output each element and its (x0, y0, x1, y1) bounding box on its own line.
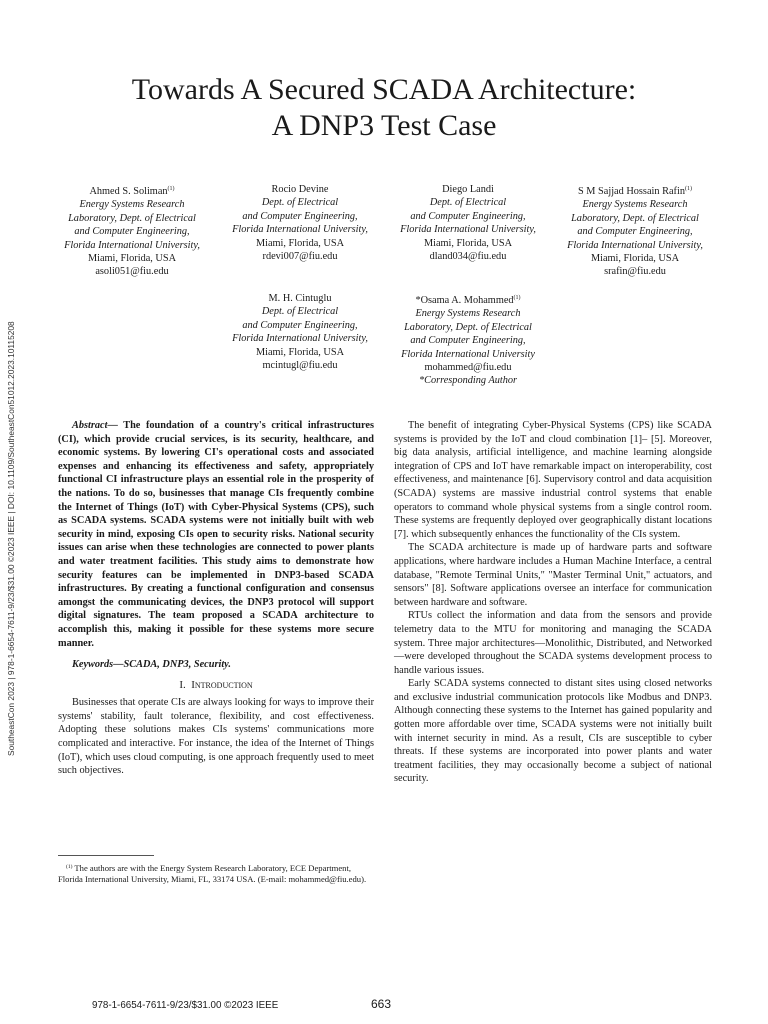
author-block (383, 183, 553, 263)
author-location: Miami, Florida, USA (590, 253, 680, 265)
paper-title (0, 72, 768, 144)
author-aff: Energy Systems Research (79, 199, 185, 211)
author-email: mcintugl@fiu.edu (262, 360, 338, 372)
author-aff: and Computer Engineering, (242, 210, 358, 222)
author-aff: Laboratory, Dept. of Electrical (68, 212, 196, 224)
side-doi-text: SoutheastCon 2023 | 978-1-6654-7611-9/23/$31.00 ©2023 IEEE | DOI: 10.1109/SoutheastCon51012.2023.10115208 (6, 321, 16, 756)
author-aff: and Computer Engineering, (74, 226, 190, 238)
author-aff: Dept. of Electrical (261, 197, 339, 209)
title-line-2: A DNP3 Test Case (271, 109, 497, 142)
footer-copyright: 978-1-6654-7611-9/23/$31.00 ©2023 IEEE (92, 1000, 279, 1011)
author-email: rdevi007@fiu.edu (262, 251, 338, 263)
author-aff: Florida International University, (232, 333, 368, 345)
author-name: *Osama A. Mohammed (415, 295, 514, 306)
body-paragraph: Early SCADA systems connected to distant sites using closed networks and exclusive industrial communication protocols like Modbus and DNP3. Although connecting these systems to the Internet has gained popularity and gotten more affordable over time, SCADA systems were not initially built with internet security in mind. As a result, CIs are susceptible to cyber threats. If these systems are incorporated into power plants and water treatment facilities, they may occasionally become a subject of national security. (394, 678, 712, 785)
footnote-rule (58, 855, 154, 856)
author-block (383, 292, 553, 388)
author-aff: Energy Systems Research (582, 199, 688, 211)
title-line-1: Towards A Secured SCADA Architecture: (131, 73, 637, 106)
author-mark: (1) (684, 186, 692, 192)
author-aff: Florida International University, (64, 239, 200, 251)
author-aff: Dept. of Electrical (429, 197, 507, 209)
author-location: Miami, Florida, USA (87, 253, 177, 265)
abstract-body: — The foundation of a country's critical infrastructures (CI), which provide crucial services, is its security, healthcare, and economic systems. By lowering CI's operational costs and associated expenses and enhancing its effectiveness and safety, appropriately functional CI infrastructure plays an essential role in the prosperity of the nations. To do so, businesses that manage CIs frequently combine the Internet of Things (IoT) with Cyber-Physical Systems (CPS), such as SCADA systems. SCADA systems were not initially built with web security in mind, exposing CIs open to security risks. National security issues can arise when these technologies are connected to power plants and water treatment facilities. This study aims to demonstrate how security features can be implemented in DNP3-based SCADA infrastructures. By creating a functional configuration and consensus amongst the communicating devices, the DNP3 protocol will support digital signatures. The team proposed a SCADA architecture to accomplish this, making it possible for these systems more secure manner. (58, 420, 374, 649)
section-number: I. (179, 678, 186, 691)
author-location: Miami, Florida, USA (423, 237, 513, 249)
footnote-mark: (1) (66, 864, 73, 870)
author-name: M. H. Cintuglu (268, 293, 332, 304)
footnote (58, 862, 368, 885)
author-location: Miami, Florida, USA (255, 237, 345, 249)
author-email: dland034@fiu.edu (429, 251, 507, 263)
author-block (47, 183, 217, 279)
author-aff: Energy Systems Research (415, 308, 521, 320)
author-name: Rocio Devine (271, 184, 329, 195)
abstract-lead: Abstract (72, 420, 108, 431)
author-block (215, 183, 385, 263)
author-name: Ahmed S. Soliman (89, 186, 168, 197)
author-name: Diego Landi (442, 184, 494, 195)
author-email: asoli051@fiu.edu (95, 266, 169, 278)
abstract (58, 419, 374, 650)
intro-paragraph: Businesses that operate CIs are always looking for ways to improve their systems' stability, fault tolerance, flexibility, and cost effectiveness. Adopting these solutions makes CIs systems' communications more complicated and interactive. For instance, the idea of the Internet of Things (IoT), which uses cloud computing, is one approach frequently used to meet such objectives. (58, 697, 374, 777)
keywords: Keywords—SCADA, DNP3, Security. (72, 659, 231, 671)
corresponding-note: *Corresponding Author (418, 375, 518, 387)
right-column (394, 419, 712, 786)
author-aff: and Computer Engineering, (410, 210, 526, 222)
author-aff: Florida International University (401, 348, 535, 360)
author-email: mohammed@fiu.edu (424, 362, 512, 374)
page-number: 663 (371, 997, 392, 1011)
author-email: srafin@fiu.edu (604, 266, 666, 278)
side-doi-banner (5, 266, 19, 756)
body-paragraph: RTUs collect the information and data from the sensors and provide telemetry data to the MTU for monitoring and managing the SCADA system. Three major architectures—Monolithic, Distributed, and Networked—were developed throughout the SCADA systems development process to handle various issues. (394, 610, 712, 676)
body-paragraph: The benefit of integrating Cyber-Physical Systems (CPS) like SCADA systems is provided by the IoT and cloud combination [1]– [5]. Moreover, big data analysis, artificial intelligence, and machine learning alongside integration of CPS and IoT have remarkable impact on interoperability, cost effectiveness, and maintenance [6]. Supervisory control and data acquisition (SCADA) systems are massive industrial control systems that enable operators to command whole physical systems from a single control room. These systems are frequently deployed over geographically distant locations [7]. which subsequently enhances the functionality of the CIs system. (394, 420, 712, 540)
author-aff: Florida International University, (400, 224, 536, 236)
author-location: Miami, Florida, USA (255, 346, 345, 358)
author-aff: and Computer Engineering, (410, 335, 526, 347)
author-aff: and Computer Engineering, (577, 226, 693, 238)
author-aff: Florida International University, (232, 224, 368, 236)
author-block (550, 183, 720, 279)
left-column (58, 419, 374, 778)
author-block (215, 292, 385, 372)
section-title: Introduction (191, 678, 253, 691)
author-aff: Dept. of Electrical (261, 306, 339, 318)
author-name: S M Sajjad Hossain Rafin (578, 186, 685, 197)
footnote-text: The authors are with the Energy System Research Laboratory, ECE Department, Florida International University, Miami, FL, 33174 USA. (E-mail: mohammed@fiu.edu). (58, 863, 367, 885)
author-aff: and Computer Engineering, (242, 319, 358, 331)
section-heading (58, 679, 374, 693)
author-mark: (1) (167, 186, 175, 192)
body-paragraph: The SCADA architecture is made up of hardware parts and software applications, where hardware includes a Human Machine Interface, a central database, "Remote Terminal Units," "Master Terminal Unit," actuators, and sensors" [8]. Software applications oversee an interface for communication between hardware and software. (394, 542, 712, 608)
author-aff: Laboratory, Dept. of Electrical (571, 212, 699, 224)
author-aff: Florida International University, (567, 239, 703, 251)
author-aff: Laboratory, Dept. of Electrical (404, 321, 532, 333)
author-mark: (1) (513, 295, 521, 301)
